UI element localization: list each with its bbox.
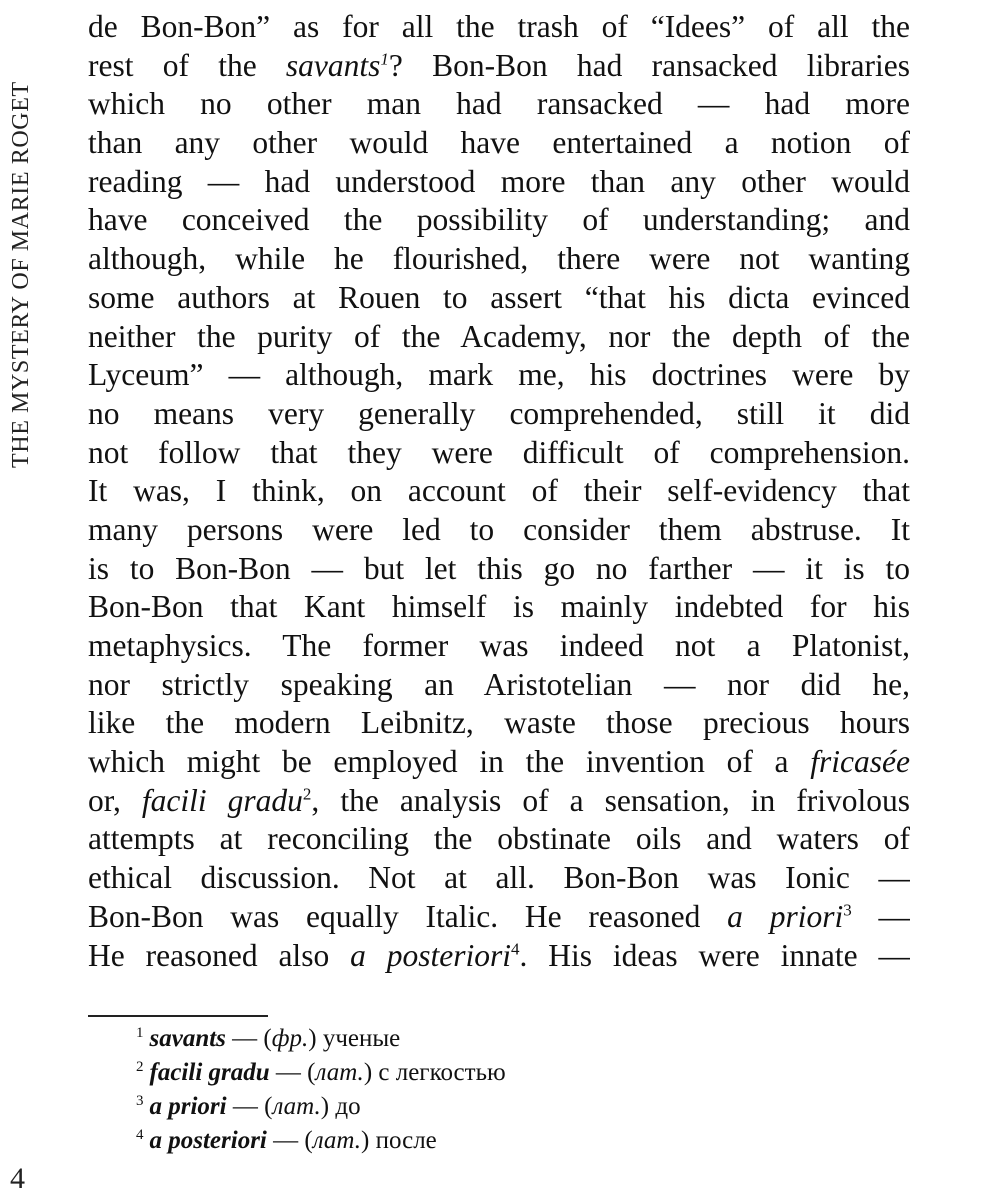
text-line xyxy=(88,820,910,859)
footnote-item xyxy=(136,1056,836,1090)
footnote-number: 2 xyxy=(136,1058,144,1075)
text-segment: rest of the xyxy=(88,47,286,83)
text-line xyxy=(88,240,910,279)
footnote-separator: — ( xyxy=(266,1127,313,1154)
text-segment: some authors at Rouen to assert “that his dicta evinced xyxy=(88,279,910,315)
text-segment: although, while he flourished, there were not wanting xyxy=(88,241,910,277)
text-segment: reading — had understood more than any other would xyxy=(88,163,910,199)
footnote-marker: 3 xyxy=(843,900,852,920)
footnote-separator: ) xyxy=(363,1059,379,1086)
running-head: THE MYSTERY OF MARIE ROGET xyxy=(8,81,34,468)
footnote-separator: — ( xyxy=(269,1059,316,1086)
text-line xyxy=(88,47,910,86)
text-line xyxy=(88,395,910,434)
italic-text: facili gradu xyxy=(141,782,303,818)
footnote-meaning: до xyxy=(335,1093,361,1120)
text-segment: which no other man had ransacked — had more xyxy=(88,86,910,122)
italic-text: a priori xyxy=(727,898,844,934)
text-segment: It was, I think, on account of their self-evidency that xyxy=(88,473,910,509)
text-line xyxy=(88,511,910,550)
text-line xyxy=(88,937,910,976)
text-segment: Bon-Bon was equally Italic. He reasoned xyxy=(88,898,728,934)
footnote-language: фр. xyxy=(271,1025,309,1052)
text-line xyxy=(88,898,910,937)
text-segment: Bon-Bon that Kant himself is mainly indebted for his xyxy=(88,589,910,625)
text-segment: than any other would have entertained a notion of xyxy=(88,125,910,161)
text-segment: ? Bon-Bon had ransacked libraries xyxy=(388,47,910,83)
text-line xyxy=(88,550,910,589)
text-line xyxy=(88,8,910,47)
text-segment: like the modern Leibnitz, waste those precious hours xyxy=(88,705,910,741)
footnote-term: a posteriori xyxy=(149,1127,267,1154)
footnote-term: savants xyxy=(149,1025,226,1052)
italic-text: a posteriori xyxy=(350,937,511,973)
text-line xyxy=(88,782,910,821)
page-number: 4 xyxy=(10,1162,25,1195)
text-line xyxy=(88,356,910,395)
text-segment: Lyceum” — although, mark me, his doctrines were by xyxy=(88,357,910,393)
text-line xyxy=(88,666,910,705)
footnote-item xyxy=(136,1124,836,1158)
footnote-marker: 4 xyxy=(511,939,520,958)
footnote-item xyxy=(136,1022,836,1056)
text-line xyxy=(88,85,910,124)
footnote-number: 1 xyxy=(136,1024,144,1041)
body-text xyxy=(88,8,910,975)
text-segment: or, xyxy=(88,782,142,818)
text-segment: nor strictly speaking an Aristotelian — nor did he, xyxy=(88,666,910,702)
text-line xyxy=(88,434,910,473)
footnote-marker: 2 xyxy=(302,784,312,804)
text-line xyxy=(88,588,910,627)
footnote-term: facili gradu xyxy=(149,1059,270,1086)
text-segment: not follow that they were difficult of comprehension. xyxy=(88,434,910,470)
text-line xyxy=(88,201,910,240)
footnote-marker: 1 xyxy=(380,49,389,69)
text-segment: , the analysis of a sensation, in frivolous xyxy=(311,782,910,818)
text-line xyxy=(88,743,910,782)
footnote-meaning: ученые xyxy=(322,1025,401,1052)
text-line xyxy=(88,704,910,743)
text-line xyxy=(88,627,910,666)
text-segment: — xyxy=(851,898,910,934)
footnote-separator: ) xyxy=(361,1127,376,1154)
text-segment: is to Bon-Bon — but let this go no farther — it is to xyxy=(88,550,910,586)
text-segment: have conceived the possibility of understanding; and xyxy=(88,202,910,238)
footnote-rule xyxy=(88,1015,268,1017)
footnote-item xyxy=(136,1090,836,1124)
footnote-number: 3 xyxy=(136,1092,144,1109)
footnote-term: a priori xyxy=(149,1093,227,1120)
text-segment: no means very generally comprehended, still it did xyxy=(88,395,910,431)
footnote-language: лат. xyxy=(315,1059,364,1086)
footnote-meaning: с легкостью xyxy=(378,1059,506,1086)
text-segment: many persons were led to consider them abstruse. It xyxy=(88,511,910,547)
text-segment: . His ideas were innate — xyxy=(519,937,910,973)
text-segment: which might be employed in the invention of a xyxy=(88,744,811,780)
footnote-separator: ) xyxy=(320,1093,336,1120)
italic-text: savants xyxy=(285,47,381,83)
footnote-meaning: после xyxy=(375,1127,437,1154)
text-segment: de Bon-Bon” as for all the trash of “Idees” of all the xyxy=(88,9,910,44)
text-segment: attempts at reconciling the obstinate oils and waters of xyxy=(88,821,910,857)
footnote-separator: — ( xyxy=(226,1093,273,1120)
italic-text: fricasée xyxy=(810,744,910,780)
text-segment: ethical discussion. Not at all. Bon-Bon was Ionic — xyxy=(88,860,910,896)
footnotes xyxy=(136,1022,836,1158)
footnote-language: лат. xyxy=(272,1093,321,1120)
footnote-number: 4 xyxy=(136,1126,144,1143)
text-line xyxy=(88,163,910,202)
text-segment: He reasoned also xyxy=(88,937,351,973)
text-segment: metaphysics. The former was indeed not a Platonist, xyxy=(88,628,910,663)
text-segment: neither the purity of the Academy, nor the depth of the xyxy=(88,318,910,354)
text-line xyxy=(88,279,910,318)
text-line xyxy=(88,859,910,898)
footnote-language: лат. xyxy=(312,1127,362,1154)
text-line xyxy=(88,124,910,163)
footnote-separator: ) xyxy=(308,1025,323,1052)
footnote-separator: — ( xyxy=(225,1025,272,1052)
text-line xyxy=(88,472,910,511)
text-line xyxy=(88,318,910,357)
